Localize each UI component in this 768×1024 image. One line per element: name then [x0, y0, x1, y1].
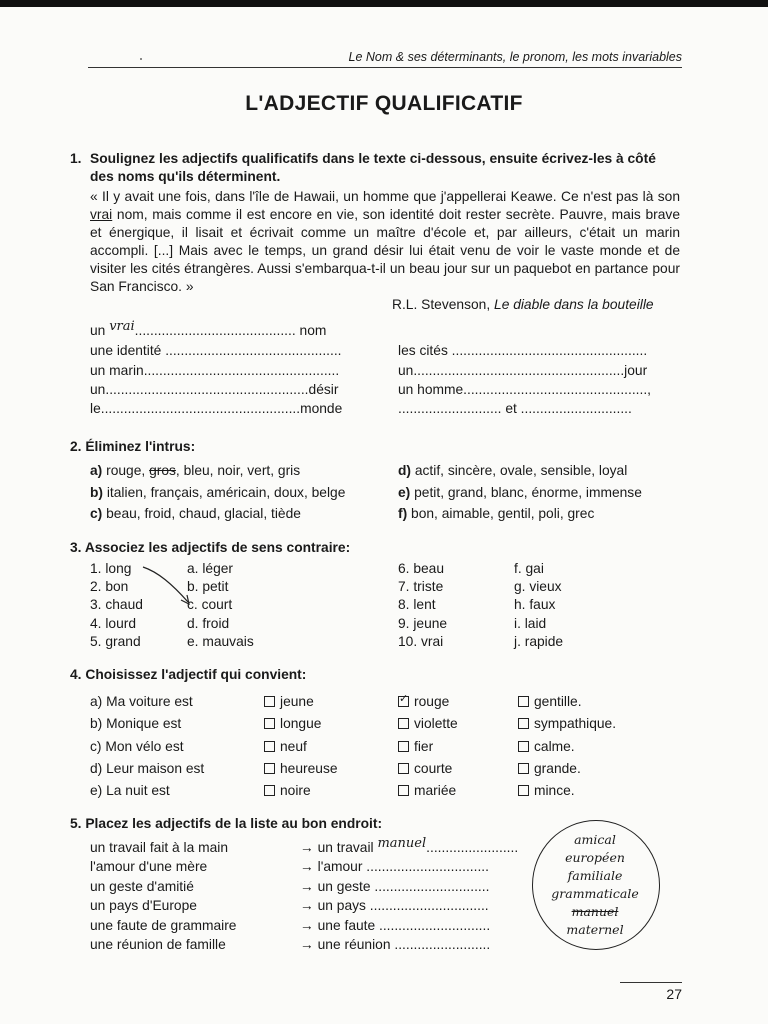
checkbox[interactable]	[264, 741, 275, 752]
ex4-subject: b) Monique est	[90, 716, 182, 731]
ex4-number: 4.	[70, 667, 82, 682]
checkbox[interactable]	[264, 785, 275, 796]
word-list-item: amical	[574, 832, 616, 847]
word-list-item: grammaticale	[551, 886, 639, 901]
ex4-option[interactable]	[398, 738, 433, 756]
ex1-number: 1.	[70, 151, 82, 166]
ex3-instruction: Associez les adjectifs de sens contraire:	[84, 540, 351, 555]
item-letter: c)	[90, 506, 103, 521]
list-item: c. court	[187, 597, 233, 613]
ex5-target	[300, 917, 490, 935]
line-start: un marin	[90, 363, 144, 378]
target-label: → un travail	[300, 840, 374, 855]
ex5-phrase: l'amour d'une mère	[90, 859, 208, 874]
page-number: 27	[666, 986, 682, 1002]
list-item: d. froid	[187, 615, 230, 631]
list-item: e. mauvais	[187, 633, 254, 649]
list-item: 6. beau	[398, 561, 445, 576]
item-text: italien, français, américain, doux, belge	[103, 485, 346, 500]
option-label: grande.	[534, 761, 581, 776]
ex4-option[interactable]	[264, 693, 314, 711]
checkbox[interactable]	[264, 763, 275, 774]
item-text: bon, aimable, gentil, poli, grec	[407, 506, 595, 521]
ex2-item	[398, 462, 627, 480]
ex2-item	[90, 505, 301, 523]
list-item: 8. lent	[398, 597, 436, 613]
ex5-target	[300, 858, 489, 876]
list-item: 10. vrai	[398, 633, 444, 649]
running-header: Le Nom & ses déterminants, le pronom, les mots invariables	[88, 50, 682, 68]
answer-dots[interactable]: .........................	[394, 937, 491, 952]
item-letter: e)	[398, 485, 411, 500]
checkbox[interactable]	[518, 741, 529, 752]
ex5-title	[70, 815, 382, 833]
answer-dots[interactable]: ................................	[366, 859, 489, 874]
answer-dots[interactable]: ..............................	[374, 879, 490, 894]
ex1-source-title: Le diable dans la bouteille	[494, 297, 654, 312]
ex3-col1	[90, 560, 143, 651]
ex5-number: 5.	[70, 816, 82, 831]
list-item: b. petit	[187, 579, 229, 595]
ex4-option[interactable]	[518, 760, 581, 778]
ex1-left-line	[90, 400, 342, 418]
answer-dots[interactable]: ...............................	[369, 898, 489, 913]
item-text: actif, sincère, ovale, sensible, loyal	[411, 463, 628, 478]
checkbox[interactable]	[518, 763, 529, 774]
item-text: rouge,	[102, 463, 150, 478]
option-label: neuf	[280, 739, 307, 754]
list-item: 9. jeune	[398, 615, 448, 631]
checkbox[interactable]	[398, 718, 409, 729]
option-label: noire	[280, 783, 311, 798]
option-label: jeune	[280, 694, 314, 709]
list-item: j. rapide	[514, 633, 564, 649]
ex1-right-line[interactable]: les cités ...................................................	[398, 343, 648, 358]
ex1-underlined-word: vrai	[90, 207, 113, 222]
word-list-item: familiale	[567, 868, 623, 883]
ex4-subject: e) La nuit est	[90, 783, 170, 798]
word-list-item: européen	[565, 850, 625, 865]
item-letter: d)	[398, 463, 412, 478]
ex4-subject: c) Mon vélo est	[90, 739, 184, 754]
option-label: violette	[414, 716, 458, 731]
handwritten-answer: vrai	[109, 319, 135, 334]
ex5-phrase: une réunion de famille	[90, 937, 226, 952]
ex4-instruction: Choisissez l'adjectif qui convient:	[85, 667, 307, 682]
target-label: → un geste	[300, 879, 371, 894]
ex5-phrase: un geste d'amitié	[90, 879, 194, 894]
target-label: → un pays	[300, 898, 366, 913]
list-item: 3. chaud	[90, 597, 143, 613]
ex3-title	[70, 539, 350, 557]
line-start: un	[90, 323, 106, 338]
ex1-source	[392, 296, 654, 314]
answer-dots[interactable]: ...................................................	[143, 363, 340, 378]
option-label: sympathique.	[534, 716, 617, 731]
ex3-col3	[398, 560, 447, 651]
answer-dots[interactable]: ........................	[426, 840, 519, 855]
ex5-phrase: un pays d'Europe	[90, 898, 197, 913]
list-item: 7. triste	[398, 579, 444, 595]
item-text: petit, grand, blanc, énorme, immense	[410, 485, 642, 500]
ex4-option[interactable]	[518, 693, 582, 711]
list-item: 5. grand	[90, 633, 141, 649]
ex1-text	[90, 188, 680, 296]
ex1-text-before: « Il y avait une fois, dans l'île de Hawaii, un homme que j'appellerai Keawe. Ce n'est pas là son	[90, 189, 680, 204]
ex4-option[interactable]	[398, 760, 452, 778]
ex4-option[interactable]	[398, 782, 456, 800]
checkbox[interactable]	[398, 741, 409, 752]
struck-word: gros	[149, 463, 176, 478]
item-letter: b)	[90, 485, 104, 500]
ex4-option[interactable]	[264, 760, 338, 778]
answer-dots[interactable]: .....................................................	[105, 382, 309, 397]
option-label: courte	[414, 761, 453, 776]
line-start: une identité	[90, 343, 162, 358]
list-item: 1. long	[90, 561, 132, 576]
page-title: L'ADJECTIF QUALIFICATIF	[245, 92, 523, 115]
ex4-option[interactable]	[264, 738, 307, 756]
word-list-item-struck: manuel	[571, 904, 619, 919]
ex1-right-line[interactable]: un.......................................................jour	[398, 363, 648, 378]
ex5-target	[300, 936, 490, 954]
ex5-target	[300, 836, 519, 858]
checkbox[interactable]	[518, 696, 529, 707]
ex5-instruction: Placez les adjectifs de la liste au bon endroit:	[85, 816, 383, 831]
ex1-source-author: R.L. Stevenson,	[392, 297, 495, 312]
ex1-left-line	[90, 342, 342, 360]
option-label: heureuse	[280, 761, 338, 776]
answer-dots[interactable]: .............................	[379, 918, 491, 933]
margin-dot	[140, 58, 142, 60]
ex4-option[interactable]	[518, 782, 575, 800]
ex2-item	[90, 462, 300, 480]
checkbox-checked[interactable]	[398, 696, 409, 707]
ex4-option[interactable]	[398, 715, 458, 733]
ex1-left-line	[90, 381, 338, 399]
option-label: fier	[414, 739, 434, 754]
ex4-option[interactable]	[518, 715, 616, 733]
item-letter: a)	[90, 463, 103, 478]
handwritten-arrow-icon	[140, 562, 200, 612]
checkbox[interactable]	[518, 785, 529, 796]
list-item: 4. lourd	[90, 615, 137, 631]
checkbox[interactable]	[264, 696, 275, 707]
checkbox[interactable]	[398, 763, 409, 774]
ex1-left-line	[90, 319, 327, 341]
handwritten-answer: manuel	[377, 836, 427, 851]
ex2-item	[398, 484, 642, 502]
line-start: le	[90, 401, 101, 416]
ex4-option[interactable]	[264, 715, 321, 733]
list-item: f. gai	[514, 561, 544, 576]
ex1-left-line	[90, 362, 339, 380]
ex4-title	[70, 666, 306, 684]
checkbox[interactable]	[518, 718, 529, 729]
list-item: g. vieux	[514, 579, 562, 595]
footer-rule	[620, 982, 682, 983]
option-label: calme.	[534, 739, 575, 754]
ex2-item	[90, 484, 345, 502]
ex3-col4	[514, 560, 563, 651]
ex4-subject: a) Ma voiture est	[90, 694, 193, 709]
ex5-target	[300, 878, 489, 896]
checkbox[interactable]	[264, 718, 275, 729]
line-end: désir	[308, 382, 339, 397]
ex4-subject: d) Leur maison est	[90, 761, 205, 776]
answer-dots[interactable]: ..........................................	[134, 323, 296, 338]
list-item: i. laid	[514, 615, 547, 631]
list-item: h. faux	[514, 597, 556, 613]
ex1-right-line[interactable]: ........................... et .............................	[398, 401, 632, 416]
item-letter: f)	[398, 506, 408, 521]
ex1-right-line[interactable]: un homme................................................,	[398, 382, 652, 397]
ex5-phrase: un travail fait à la main	[90, 840, 229, 855]
ex2-title	[70, 438, 195, 456]
target-label: → l'amour	[300, 859, 363, 874]
answer-dots[interactable]: ....................................................	[100, 401, 301, 416]
option-label: gentille.	[534, 694, 582, 709]
list-item: a. léger	[187, 561, 234, 576]
word-list-item: maternel	[566, 922, 624, 937]
ex1-text-after: nom, mais comme il est encore en vie, son identité doit rester secrète. Pauvre, mais brave et énergique, il lisait et écrivait comme un maître d'école et, par ailleurs, c'était un marin accompli. [...] Mais avec le temps, un grand désir lui était venu de voir le vaste monde et de visiter les cités étrangères. Aussi s'embarqua-t-il un beau jour sur un paquebot en partance pour San Francisco. »	[90, 207, 680, 294]
ex5-phrase: une faute de grammaire	[90, 918, 237, 933]
option-label: longue	[280, 716, 322, 731]
checkbox[interactable]	[398, 785, 409, 796]
list-item: 2. bon	[90, 579, 129, 595]
ex4-option[interactable]	[398, 693, 449, 711]
ex2-number: 2.	[70, 439, 82, 454]
line-end: nom	[299, 323, 327, 338]
ex4-option[interactable]	[264, 782, 311, 800]
line-start: un	[90, 382, 106, 397]
option-label: mariée	[414, 783, 457, 798]
target-label: → une faute	[300, 918, 376, 933]
ex2-item	[398, 505, 594, 523]
option-label: mince.	[534, 783, 575, 798]
ex3-number: 3.	[70, 540, 82, 555]
target-label: → une réunion	[300, 937, 391, 952]
answer-dots[interactable]: ..............................................	[165, 343, 342, 358]
ex5-target	[300, 897, 489, 915]
option-label: rouge	[414, 694, 450, 709]
item-text: , bleu, noir, vert, gris	[175, 463, 301, 478]
ex2-instruction: Éliminez l'intrus:	[85, 439, 196, 454]
line-end: monde	[300, 401, 343, 416]
top-border-bar	[0, 0, 768, 7]
ex1-instruction: Soulignez les adjectifs qualificatifs dans le texte ci-dessous, ensuite écrivez-les à côté des noms qu'ils déterminent.	[90, 151, 656, 184]
item-text: beau, froid, chaud, glacial, tiède	[102, 506, 301, 521]
ex4-option[interactable]	[518, 738, 575, 756]
